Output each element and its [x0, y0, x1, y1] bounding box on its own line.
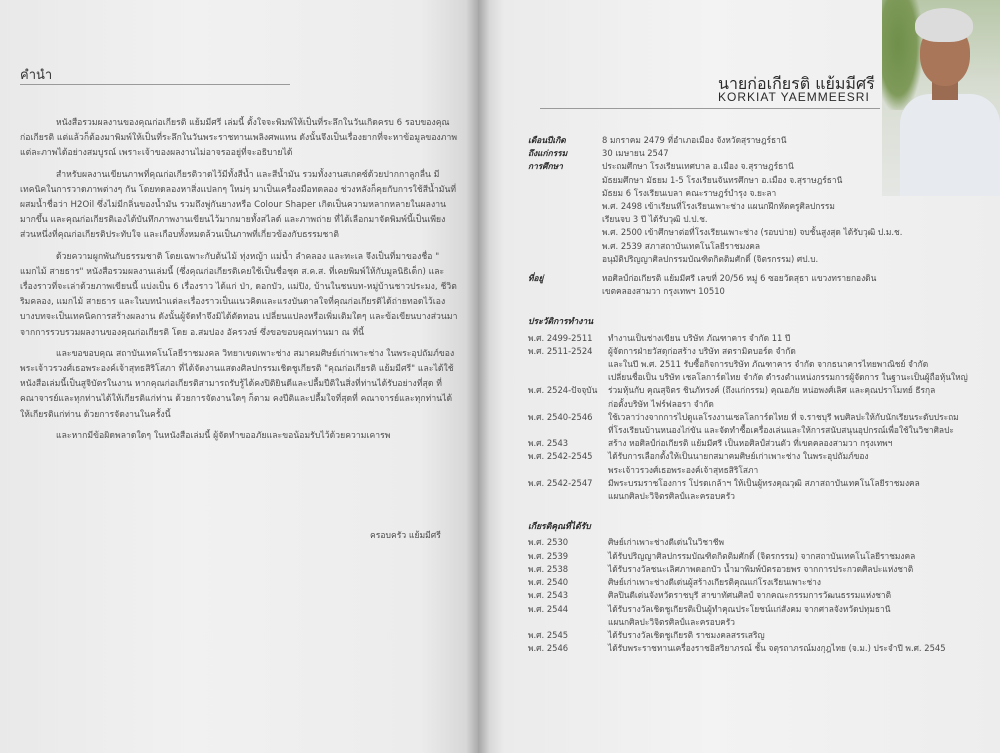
preface-heading: คำนำ: [20, 68, 53, 83]
address-value: [602, 272, 968, 298]
honor-date: พ.ศ. 2538: [528, 563, 569, 574]
work-date: [528, 398, 608, 411]
profile-label: เดือนปีเกิด: [528, 135, 566, 145]
work-text: มีพระบรมราชโองการ โปรดเกล้าฯ ให้เป็นผู้ทรงคุณวุฒิ สภาสถาบันเทคโนโลยีราชมงคล: [608, 477, 920, 488]
profile-value: อนุมัติปริญญาศิลปกรรมบัณฑิตกิตติมศักดิ์ (จิตรกรรม) ศป.บ.: [602, 253, 819, 264]
profile-value: เรียนจบ 3 ปี ได้รับวุฒิ ป.ป.ช.: [602, 214, 708, 225]
work-row: [528, 398, 968, 411]
honor-row: [528, 536, 968, 549]
honor-row: [528, 563, 968, 576]
address-row: [528, 272, 968, 298]
work-history-list: [528, 332, 968, 504]
address-line: หอศิลป์ก่อเกียรติ แย้มมีศรี เลขที่ 20/56 หมู่ 6 ซอยวัดสุธา แขวงทรายกองดิน: [602, 273, 877, 284]
work-row: [528, 332, 968, 345]
honor-date: พ.ศ. 2546: [528, 643, 569, 654]
honor-date: พ.ศ. 2530: [528, 537, 569, 548]
profile-value: ประถมศึกษา โรงเรียนเทศบาล อ.เมือง จ.สุราษฎร์ธานี: [602, 161, 794, 172]
work-row: [528, 345, 968, 358]
honor-text: ศิษย์เก่าเพาะช่างดีเด่นในวิชาชีพ: [608, 537, 725, 548]
work-row: [528, 490, 968, 503]
photo-hair: [915, 8, 973, 42]
profile-label: [528, 240, 602, 253]
work-text: ได้รับการเลือกตั้งให้เป็นนายกสมาคมศิษย์เก่าเพาะช่าง ในพระอุปถัมภ์ของ: [608, 451, 869, 462]
work-date: พ.ศ. 2524-ปัจจุบัน: [528, 385, 598, 396]
work-row: [528, 424, 968, 437]
book-gutter: [466, 0, 490, 753]
profile-row: [528, 240, 968, 253]
honor-text: ได้รับรางวัลเชิดชูเกียรติ ราชมงคลสรรเสริญ: [608, 629, 765, 640]
work-date: [528, 424, 608, 437]
heading-rule: [20, 84, 290, 85]
profile-label: [528, 253, 602, 266]
profile-row: [528, 253, 968, 266]
work-history-title: ประวัติการทำงาน: [528, 317, 594, 328]
profile-row: [528, 213, 968, 226]
profile-label: [528, 200, 602, 213]
preface-body: [20, 116, 458, 450]
honor-date: พ.ศ. 2545: [528, 629, 569, 640]
profile-value: มัธยม 6 โรงเรียนเบลา คณะราษฎร์บำรุง จ.ยะลา: [602, 187, 777, 198]
work-date: พ.ศ. 2542-2545: [528, 451, 593, 462]
work-date: พ.ศ. 2540-2546: [528, 411, 593, 422]
preface-signature: ครอบครัว แย้มมีศรี: [370, 531, 441, 541]
work-row: [528, 384, 968, 397]
honor-date: พ.ศ. 2544: [528, 603, 569, 614]
preface-paragraph: หนังสือรวมผลงานของคุณก่อเกียรติ แย้มมีศรี เล่มนี้ ตั้งใจจะพิมพ์ให้เป็นที่ระลึกในวันเกิดครบ 6 รอบของคุณก่อเกียรติ แต่แล้วก็ต้องมาพิมพ์ให้เป็นที่ระลึกในวันพระราชทานเพลิงศพแทน ดังนั้นจึงเป็นเรื่องยากที่จะหาข้อมูลของภาพแต่ละภาพได้อย่างสมบูรณ์ เพราะเจ้าของผลงานไม่อาจรออยู่ที่จะอธิบายได้: [20, 118, 458, 159]
work-date: [528, 464, 608, 477]
work-text: ก่อตั้งบริษัท ไฟร์ฟลอรา จำกัด: [608, 398, 714, 409]
honor-row: [528, 550, 968, 563]
profile-label: [528, 226, 602, 239]
honor-date: พ.ศ. 2540: [528, 577, 569, 588]
work-text: แผนกศิลปะวิจิตรศิลป์และครอบครัว: [608, 491, 735, 502]
profile-value: พ.ศ. 2498 เข้าเรียนที่โรงเรียนเพาะช่าง แผนกฝึกหัดครูศิลปกรรม: [602, 201, 835, 212]
work-date: [528, 371, 608, 384]
artist-thai-name: นายก่อเกียรติ แย้มมีศรี: [718, 74, 875, 93]
profile-label: [528, 213, 602, 226]
honor-date: [528, 616, 608, 629]
honor-row: [528, 642, 968, 655]
honor-date: พ.ศ. 2543: [528, 590, 569, 601]
honor-date: พ.ศ. 2539: [528, 550, 569, 561]
address-label: ที่อยู่: [528, 273, 544, 284]
work-row: [528, 464, 968, 477]
profile-section: [528, 134, 968, 266]
preface-paragraph: ด้วยความผูกพันกับธรรมชาติ โดยเฉพาะกับต้นไม้ ทุ่งหญ้า แม่น้ำ ลำคลอง และทะเล จึงเป็นที่มาของชื่อ " แมกไม้ สายธาร" หนังสือรวมผลงานเล่มนี้ (ซึ่งคุณก่อเกียรติเคยใช้เป็นชื่อชุด ส.ค.ส. ที่เคยพิมพ์ให้กับมูลนิธิเด็ก) และเรื่องราวที่จะเล่าด้วยภาพเขียนนี้ แบ่งเป็น 6 เรื่องราว ได้แก่ ป่า, ดอกบัว, แม่ปิง, บ้านในชนบท-หมู่บ้านชาวประมง, ชีวิตริมคลอง, แมกไม้ สายธาร และในบทนำแต่ละเรื่องราวเป็นแนวคิดและแรงบันดาลใจที่คุณก่อเกียรติได้ถ่ายทอดไว้เอง บางบทจะเป็นเทคนิคการสร้างผลงาน ดังนั้นผู้จัดทำจึงมิได้ตัดทอน เปลี่ยนแปลงหรือเพิ่มเติมใดๆ และข้อเขียนบางส่วนมาจากการรวบรวมผลงานของคุณก่อเกียรติ โดย อ.สมปอง อัครวงษ์ ซึ่งขอขอบคุณท่านมา ณ ที่นี้: [20, 251, 458, 338]
profile-row: [528, 187, 968, 200]
work-text: ผู้จัดการฝ่ายวัสดุก่อสร้าง บริษัท สตรามิตบอร์ด จำกัด: [608, 345, 796, 356]
work-date: พ.ศ. 2543: [528, 438, 569, 449]
profile-value: 30 เมษายน 2547: [602, 148, 669, 159]
work-row: [528, 358, 968, 371]
work-date: [528, 358, 608, 371]
name-rule: [540, 108, 880, 109]
work-row: [528, 477, 968, 490]
honor-row: [528, 576, 968, 589]
profile-label: [528, 187, 602, 200]
profile-row: [528, 160, 968, 173]
work-text: เปลี่ยนชื่อเป็น บริษัท เชลโลการ์ดไทย จำกัด ดำรงตำแหน่งกรรมการผู้จัดการ ในฐานะเป็นผู้ถือหุ้นใหญ่: [608, 372, 968, 383]
work-row: [528, 411, 968, 424]
preface-paragraph: สำหรับผลงานเขียนภาพที่คุณก่อเกียรติวาดไว้มีทั้งสีน้ำ และสีน้ำมัน รวมทั้งงานสเกตซ์ด้วยปากกาลูกลื่น มีเทคนิคในการวาดภาพต่างๆ กัน โดยทดลองหาสิ่งแปลกๆ ใหม่ๆ มาเป็นเครื่องมือทดลอง ช่วงหลังก็คุยกับการใช้สีน้ำมันที่ผสมน้ำชื่อว่า H2Oil ซึ่งไม่มีกลิ่นของน้ำมัน รวมถึงพู่กันยางหรือ Colour Shaper เกิดเป็นความหลากหลายในผลงานมากขึ้น และคุณก่อเกียรติเองได้บันทึกภาพงานเขียนไว้มากมายทั้งสไลด์ และภาพถ่าย ที่ได้เลือกมาจัดพิมพ์นี้เป็นเพียงส่วนหนึ่งที่คุณก่อเกียรติประทับใจ และเกือบทั้งหมดล้วนเป็นภาพที่เกี่ยวข้องกับธรรมชาติ: [20, 169, 457, 241]
work-row: [528, 437, 968, 450]
work-text: พระเจ้าวรวงศ์เธอพระองค์เจ้าสุทธสิริโสภา: [608, 464, 759, 475]
preface-paragraph: และหากมีข้อผิดพลาดใดๆ ในหนังสือเล่มนี้ ผู้จัดทำขออภัยและขอน้อมรับไว้ด้วยความเคารพ: [56, 430, 391, 441]
honor-text: ศิลปินดีเด่นจังหวัดราชบุรี สาขาทัศนศิลป์ จากคณะกรรมการวัฒนธรรมแห่งชาติ: [608, 590, 892, 601]
work-text: ร่วมหุ้นกับ คุณสุจิตร ชินภัทรงค์ (ถึงแก่กรรม) คุณอภัย หน่อพงศ์เลิศ และคุณปราโมทย์ ธีรกุล: [608, 385, 936, 396]
work-text: ใช้เวลาว่างจากการไปดูแลโรงงานเซลโลการ์ดไทย ที่ จ.ราชบุรี พบศิลปะให้กับนักเรียนระดับประถม: [608, 411, 959, 422]
profile-row: [528, 226, 968, 239]
biography: [528, 134, 968, 655]
work-text: สร้าง หอศิลป์ก่อเกียรติ แย้มมีศรี เป็นหอศิลป์ส่วนตัว ที่เขตคลองสามวา กรุงเทพฯ: [608, 438, 893, 449]
profile-value: มัธยมศึกษา มัธยม 1-5 โรงเรียนจันทรศึกษา อ.เมือง จ.สุราษฎร์ธานี: [602, 174, 843, 185]
work-row: [528, 371, 968, 384]
honor-text: ได้รับรางวัลเชิดชูเกียรติเป็นผู้ทำคุณประโยชน์แก่สังคม จากศาลจังหวัดปทุมธานี: [608, 603, 891, 614]
profile-row: [528, 134, 968, 147]
work-text: และในปี พ.ศ. 2511 รับซื้อกิจการบริษัท ภัณฑาคาร จำกัด จากธนาคารไทยพาณิชย์ จำกัด: [608, 359, 929, 370]
honor-text: ศิษย์เก่าเพาะช่างดีเด่นผู้สร้างเกียรติคุณแก่โรงเรียนเพาะช่าง: [608, 577, 821, 588]
honor-row: [528, 616, 968, 629]
profile-row: [528, 174, 968, 187]
profile-row: [528, 147, 968, 160]
honor-row: [528, 629, 968, 642]
profile-label: [528, 174, 602, 187]
artist-english-name: KORKIAT YAEMMEESRI: [718, 90, 870, 104]
address-line: เขตคลองสามวา กรุงเทพฯ 10510: [602, 286, 725, 297]
profile-label: การศึกษา: [528, 161, 563, 172]
work-date: พ.ศ. 2542-2547: [528, 477, 593, 488]
photo-background-tree: [882, 0, 922, 110]
profile-row: [528, 200, 968, 213]
preface-paragraph: และขอขอบคุณ สถาบันเทคโนโลยีราชมงคล วิทยาเขตเพาะช่าง สมาคมศิษย์เก่าเพาะช่าง ในพระอุปถัมภ์ของ พระเจ้าวรวงศ์เธอพระองค์เจ้าสุทธสิริโสภา ที่ได้จัดงานแสดงศิลปกรรมเชิดชูเกียรติ "คุณก่อเกียรติ แย้มมีศรี" และได้ใช้หนังสือเล่มนี้เป็นสูจิบัตรในงาน หากคุณก่อเกียรติสามารถรับรู้ได้คงปิติยินดีและปลื้มปีติในสิ่งที่ท่านได้รับอย่างที่สุด ที่คณาจารย์และทุกท่านได้ให้เกียรติแก่ท่าน ด้วยการจัดงานใดๆ ก็ตาม คงปีติและปลื้มใจที่สุดที่ คณาจารย์และทุกท่านได้ให้เกียรติแก่ท่าน ด้วยการจัดงานในครั้งนี้: [20, 348, 455, 420]
profile-value: พ.ศ. 2539 สภาสถาบันเทคโนโลยีราชมงคล: [602, 240, 761, 251]
profile-value: พ.ศ. 2500 เข้าศึกษาต่อที่โรงเรียนเพาะช่าง (รอบบ่าย) จบชั้นสูงสุด ได้รับวุฒิ ป.ม.ช.: [602, 227, 903, 238]
work-date: พ.ศ. 2499-2511: [528, 332, 593, 343]
work-row: [528, 450, 968, 463]
honor-text: แผนกศิลปะวิจิตรศิลป์และครอบครัว: [608, 616, 735, 627]
profile-value: 8 มกราคม 2479 ที่อำเภอเมือง จังหวัดสุราษฎร์ธานี: [602, 135, 787, 145]
honor-text: ได้รับพระราชทานเครื่องราชอิสริยาภรณ์ ชั้น จตุรถาภรณ์มงกุฎไทย (จ.ม.) ประจำปี พ.ศ. 2545: [608, 643, 946, 654]
work-text: ที่โรงเรียนบ้านหนองไก่ขัน และจัดทำซื้อเครื่องเล่นและให้การสนับสนุนอุปกรณ์เพื่อใช้ในวิชาศิลปะ: [608, 425, 954, 436]
honor-row: [528, 603, 968, 616]
honor-row: [528, 589, 968, 602]
work-date: พ.ศ. 2511-2524: [528, 345, 593, 356]
honor-text: ได้รับปริญญาศิลปกรรมบัณฑิตกิตติมศักดิ์ (จิตรกรรม) จากสถาบันเทคโนโลยีราชมงคล: [608, 550, 916, 561]
honor-text: ได้รับรางวัลชนะเลิศภาพดอกบัว น้ำมาพิมพ์บัตรอวยพร จากการประกวดศิลปะแห่งชาติ: [608, 563, 914, 574]
work-date: [528, 490, 608, 503]
honors-title: เกียรติคุณที่ได้รับ: [528, 522, 591, 533]
honors-list: [528, 536, 968, 655]
work-text: ทำงานเป็นช่างเขียน บริษัท ภัณฑาคาร จำกัด 11 ปี: [608, 332, 791, 343]
profile-label: ถึงแก่กรรม: [528, 148, 568, 159]
